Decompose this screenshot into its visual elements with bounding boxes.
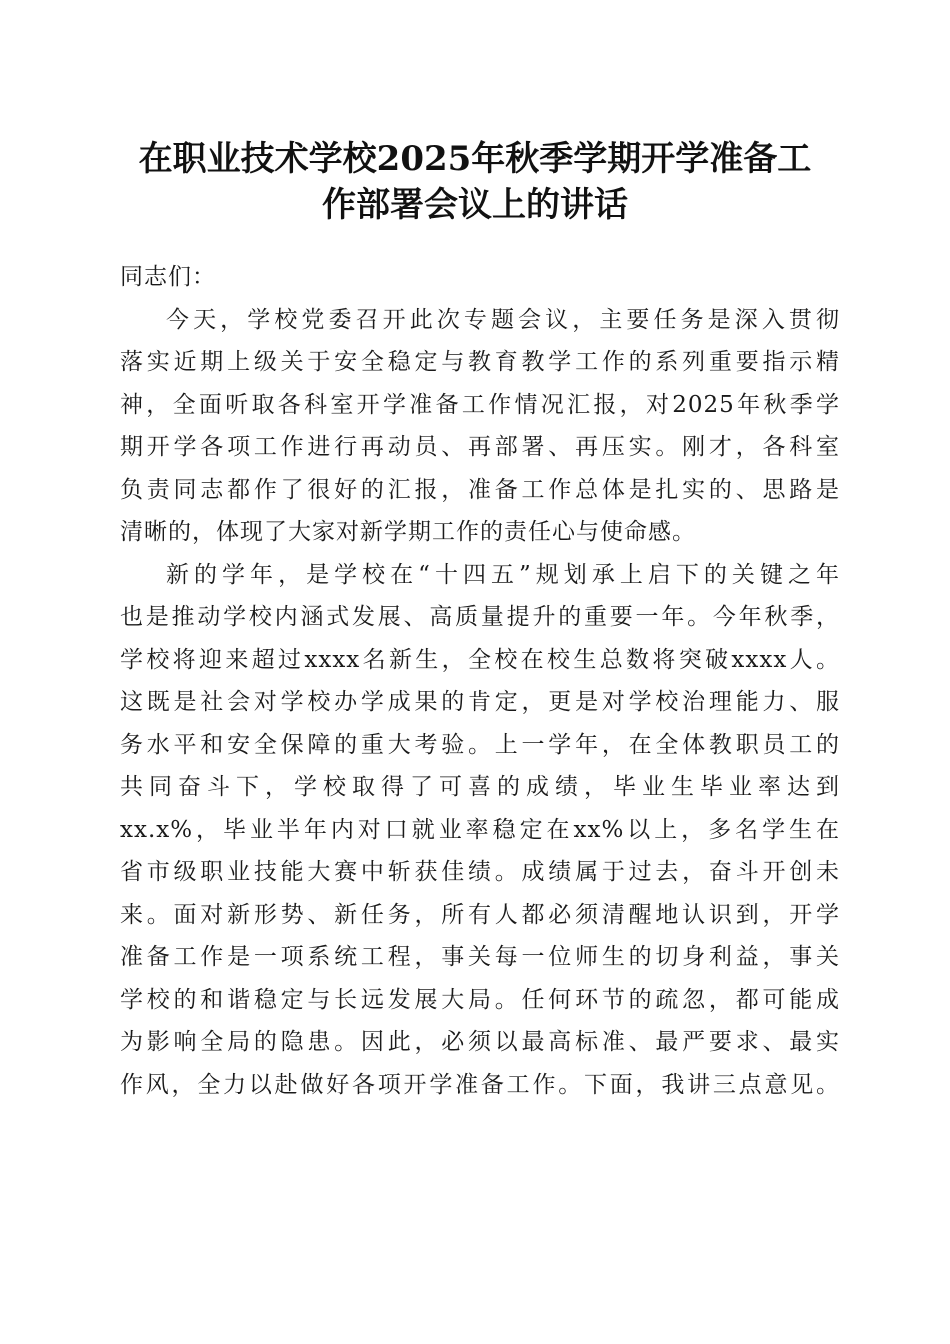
paragraph-line: 期开学各项工作进行再动员、再部署、再压实。刚才，各科室 [120, 434, 840, 460]
paragraph-line: 为影响全局的隐患。因此，必须以最高标准、最严要求、最实 [120, 1029, 840, 1055]
paragraph-line: 来。面对新形势、新任务，所有人都必须清醒地认识到，开学 [120, 901, 840, 928]
paragraph-line: 省市级职业技能大赛中斩获佳绩。成绩属于过去，奋斗开创未 [120, 859, 840, 885]
paragraph-1 [120, 299, 840, 554]
document-title [100, 136, 850, 228]
paragraph-line: 共同奋斗下，学校取得了可喜的成绩，毕业生毕业率达到 [120, 774, 840, 800]
paragraph-line: 今天，学校党委召开此次专题会议，主要任务是深入贯彻 [166, 306, 840, 333]
paragraph-line: 清晰的，体现了大家对新学期工作的责任心与使命感。 [120, 519, 696, 545]
paragraph-line: 学校将迎来超过xxxx名新生，全校在校生总数将突破xxxx人。 [120, 646, 840, 673]
title-line-1: 在职业技术学校2025年秋季学期开学准备工 [138, 139, 812, 179]
title-line-2: 作部署会议上的讲话 [322, 185, 628, 225]
paragraph-line: 神，全面听取各科室开学准备工作情况汇报，对2025年秋季学 [120, 391, 840, 418]
paragraph-line: 也是推动学校内涵式发展、高质量提升的重要一年。今年秋季， [120, 604, 840, 630]
paragraph-2 [120, 554, 840, 1107]
paragraph-line: 新的学年，是学校在“十四五”规划承上启下的关键之年 [166, 561, 840, 588]
paragraph-line: 学校的和谐稳定与长远发展大局。任何环节的疏忽，都可能成 [120, 986, 840, 1013]
greeting: 同志们： [120, 264, 216, 290]
paragraph-line: 准备工作是一项系统工程，事关每一位师生的切身利益，事关 [120, 944, 840, 970]
paragraph-line: 务水平和安全保障的重大考验。上一学年，在全体教职员工的 [120, 731, 840, 758]
paragraph-line: 负责同志都作了很好的汇报，准备工作总体是扎实的、思路是 [120, 476, 840, 503]
paragraph-line: 作风，全力以赴做好各项开学准备工作。下面，我讲三点意见。 [120, 1071, 840, 1098]
paragraph-line: 落实近期上级关于安全稳定与教育教学工作的系列重要指示精 [120, 349, 840, 375]
paragraph-line: 这既是社会对学校办学成果的肯定，更是对学校治理能力、服 [120, 689, 840, 715]
paragraph-line: xx.x%，毕业半年内对口就业率稳定在xx%以上，多名学生在 [120, 816, 840, 843]
document-body [120, 256, 840, 1106]
